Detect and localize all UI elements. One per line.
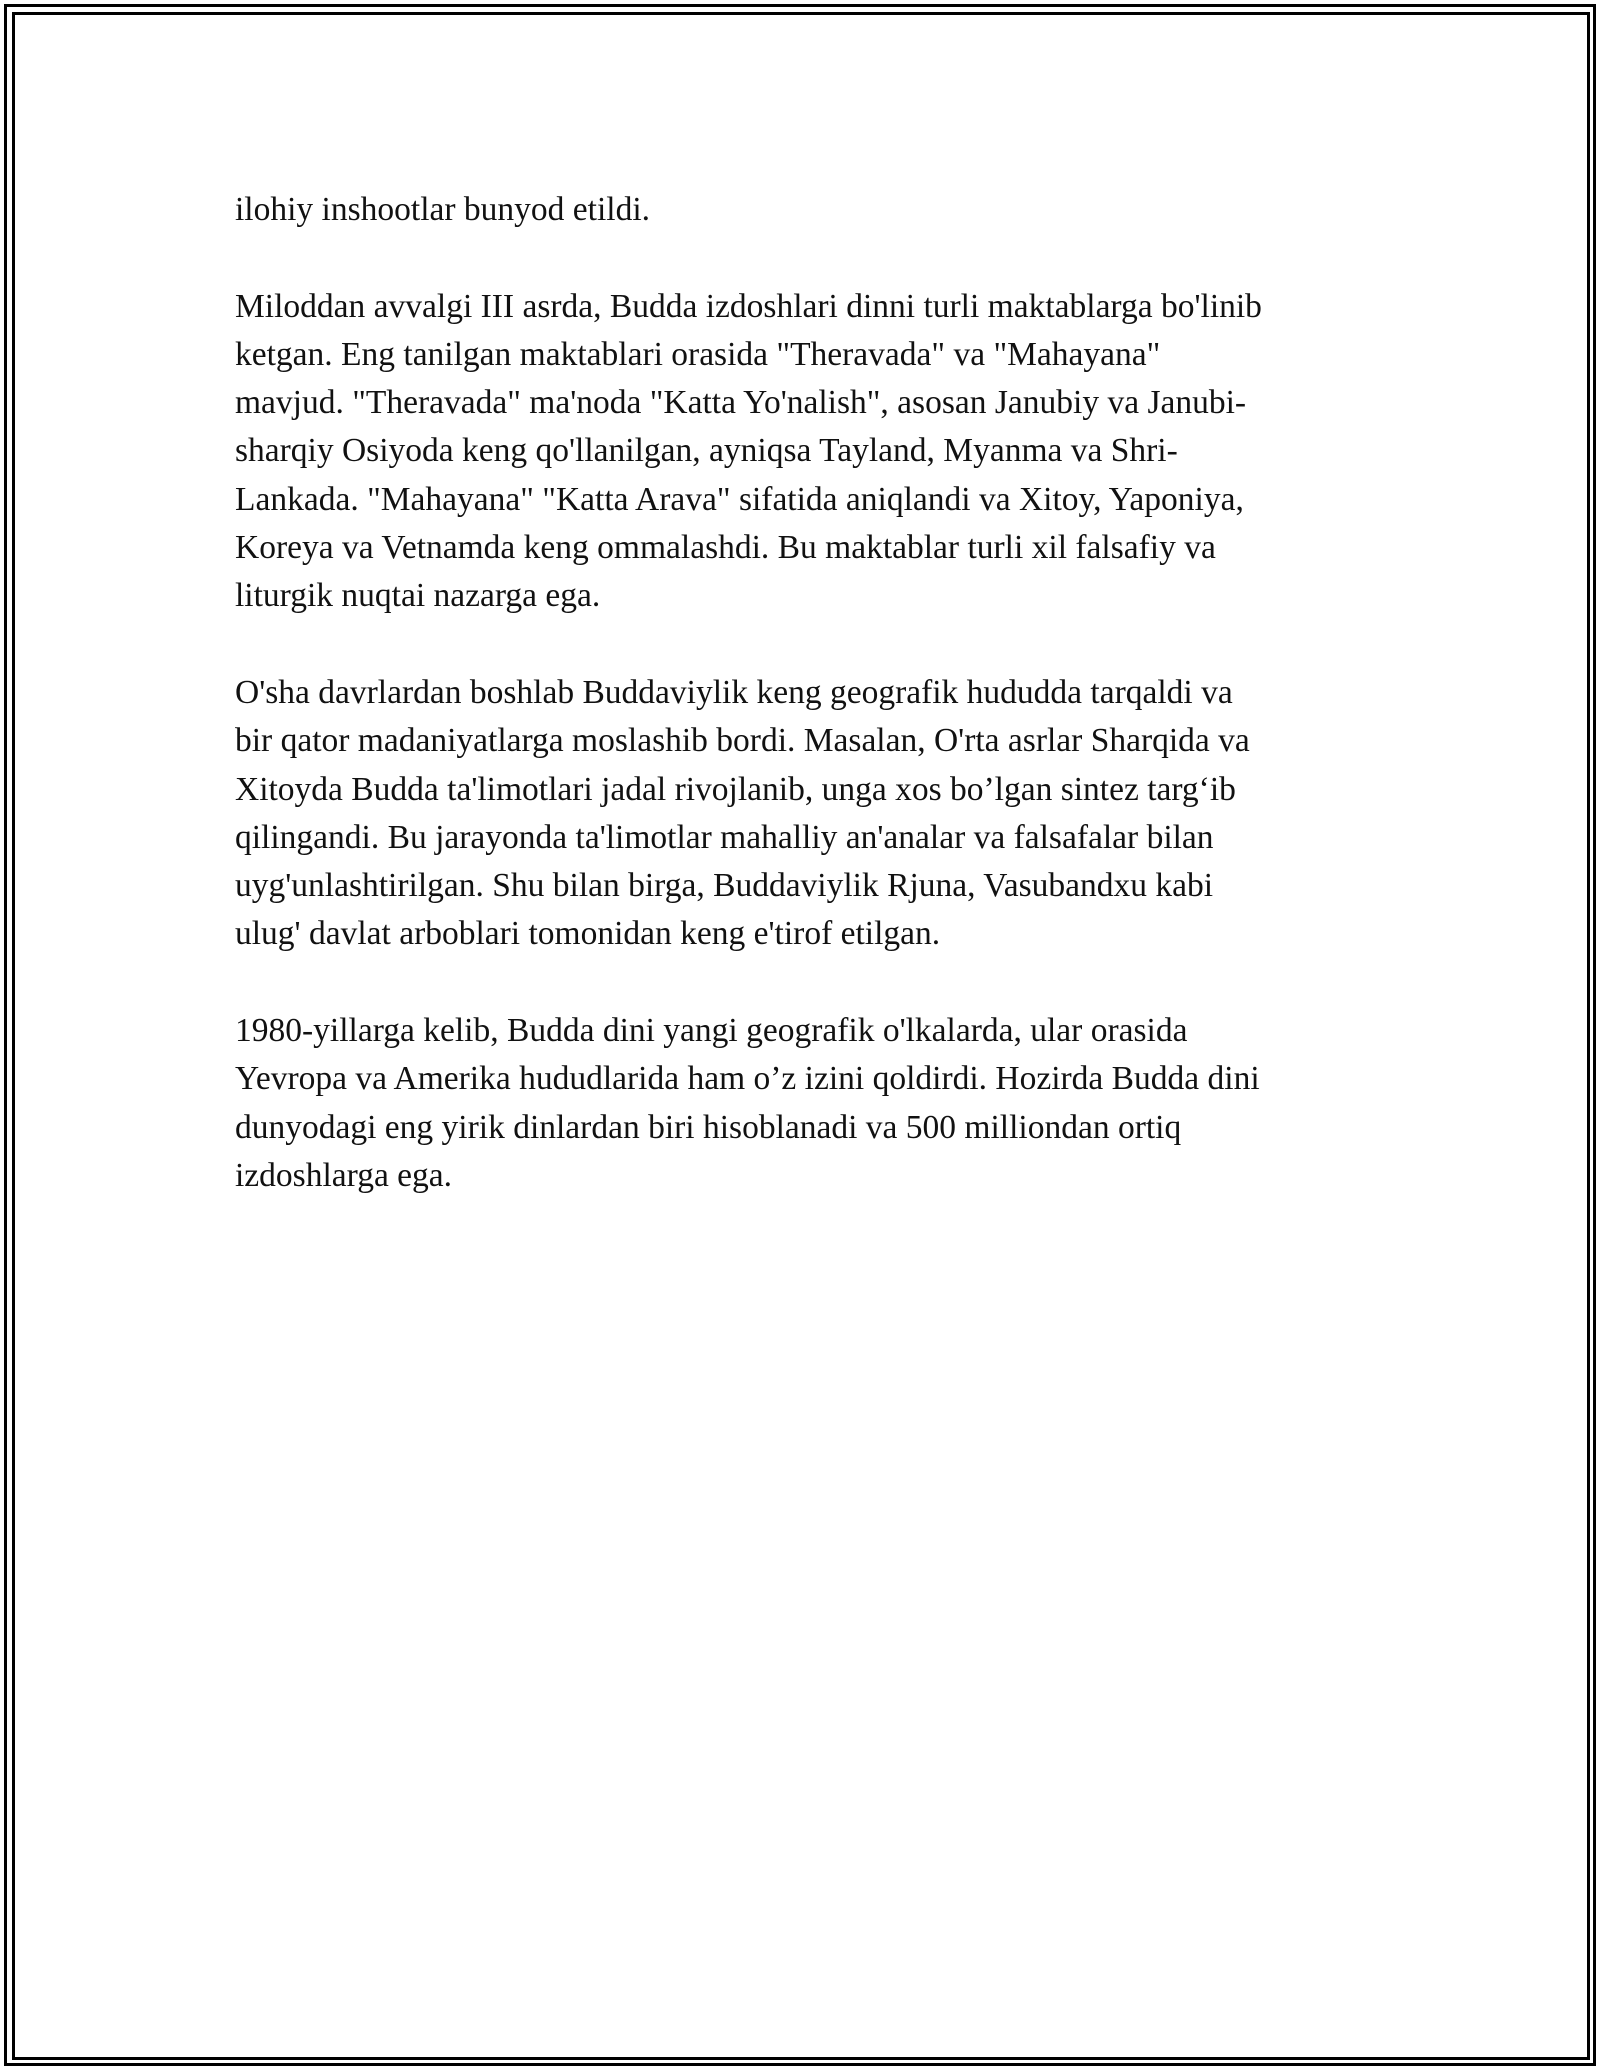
text-line: bir qator madaniyatlarga moslashib bordi. Masalan, O'rta asrlar Sharqida va [235,722,1250,760]
text-line: sharqiy Osiyoda keng qo'llanilgan, ayniqsa Tayland, Myanma va Shri- [235,432,1178,470]
text-line: 1980-yillarga kelib, Budda dini yangi geografik o'lkalarda, ular orasida [235,1012,1188,1050]
paragraph [235,669,1385,959]
text-line: Xitoyda Budda ta'limotlari jadal rivojlanib, unga xos bo’lgan sintez targ‘ib [235,770,1236,808]
text-line: uyg'unlashtirilgan. Shu bilan birga, Buddaviylik Rjuna, Vasubandxu kabi [235,867,1214,905]
text-line: izdoshlarga ega. [235,1156,453,1194]
text-line: Miloddan avvalgi III asrda, Budda izdoshlari dinni turli maktablarga bo'linib [235,287,1262,325]
paragraph [235,1007,1385,1200]
paragraph [235,186,1385,234]
text-line: Koreya va Vetnamda keng ommalashdi. Bu maktablar turli xil falsafiy va [235,529,1216,567]
text-line: O'sha davrlardan boshlab Buddaviylik keng geografik hududda tarqaldi va [235,673,1233,711]
text-line: Lankada. "Mahayana" "Katta Arava" sifatida aniqlandi va Xitoy, Yaponiya, [235,480,1244,518]
text-line: dunyodagi eng yirik dinlardan biri hisoblanadi va 500 milliondan ortiq [235,1108,1182,1146]
text-line: mavjud. "Theravada" ma'noda "Katta Yo'nalish", asosan Janubiy va Janubi- [235,384,1247,422]
document-body [235,186,1385,1249]
text-line: ulug' davlat arboblari tomonidan keng e'tirof etilgan. [235,915,941,953]
text-line: ilohiy inshootlar bunyod etildi. [235,191,651,228]
paragraph [235,283,1385,621]
text-line: qilingandi. Bu jarayonda ta'limotlar mahalliy an'analar va falsafalar bilan [235,818,1214,856]
text-line: Yevropa va Amerika hududlarida ham o’z izini qoldirdi. Hozirda Budda dini [235,1060,1260,1098]
text-line: liturgik nuqtai nazarga ega. [235,577,601,615]
text-line: ketgan. Eng tanilgan maktablari orasida "Theravada" va "Mahayana" [235,335,1161,373]
